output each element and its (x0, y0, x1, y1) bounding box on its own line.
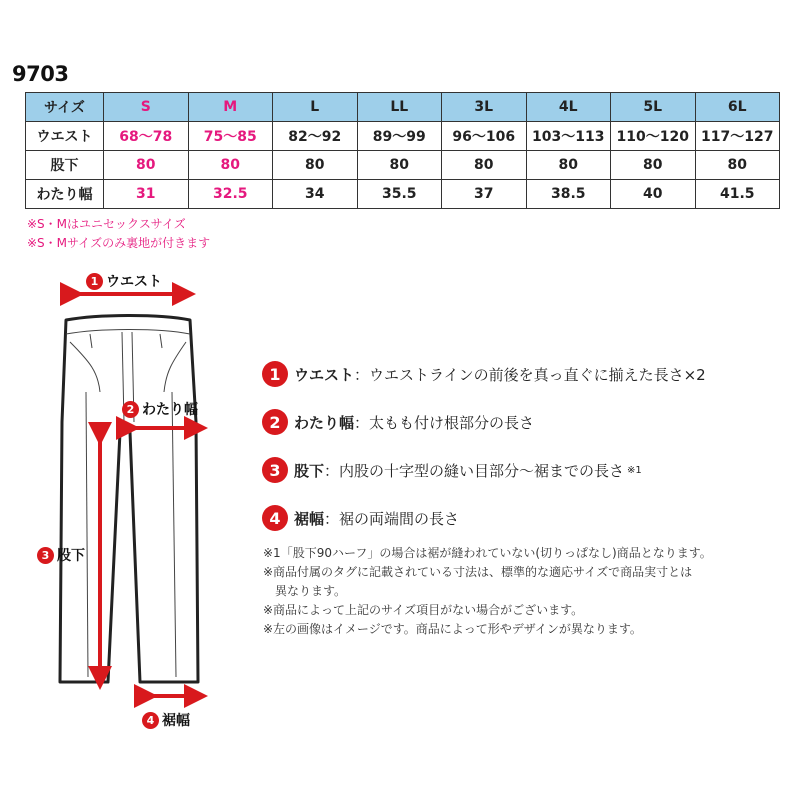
number-badge: 4 (142, 712, 159, 729)
legend-term: 股下 (294, 461, 325, 480)
table-cell: 34 (273, 180, 358, 209)
footnote: ※商品付属のタグに記載されている寸法は、標準的な適応サイズで商品実寸とは (263, 565, 693, 579)
number-badge: 2 (262, 409, 288, 435)
header-cell: S (104, 93, 189, 122)
table-row (26, 122, 780, 151)
table-cell: 68〜78 (104, 122, 189, 151)
header-cell: サイズ (26, 93, 104, 122)
header-cell: LL (357, 93, 442, 122)
header-cell: 3L (442, 93, 527, 122)
pants-outline (60, 316, 198, 683)
table-cell: 103〜113 (526, 122, 611, 151)
row-label: ウエスト (26, 122, 104, 151)
legend-footnote-ref: ※1 (627, 464, 642, 476)
inseam-label (37, 545, 85, 565)
size-notes (27, 215, 210, 253)
row-label: わたり幅 (26, 180, 104, 209)
inseam-label-text: 股下 (57, 548, 85, 564)
table-cell: 80 (611, 151, 696, 180)
legend-item-inseam (262, 456, 706, 484)
legend-term: ウエスト (294, 365, 355, 384)
number-badge: 4 (262, 505, 288, 531)
table-row (26, 151, 780, 180)
footnote: ※商品によって上記のサイズ項目がない場合がございます。 (263, 603, 584, 617)
legend-desc: ：太もも付け根部分の長さ (354, 413, 535, 432)
size-table (25, 92, 780, 209)
table-row (26, 180, 780, 209)
hem-label (142, 710, 190, 730)
table-cell: 89〜99 (357, 122, 442, 151)
legend-desc: ：内股の十字型の縫い目部分〜裾までの長さ (324, 461, 625, 480)
table-cell: 82〜92 (273, 122, 358, 151)
note-unisex: ※S・Mはユニセックスサイズ (27, 217, 186, 231)
footnote: ※左の画像はイメージです。商品によって形やデザインが異なります。 (263, 622, 642, 636)
legend-term: わたり幅 (294, 413, 355, 432)
number-badge: 3 (262, 457, 288, 483)
header-cell: 4L (526, 93, 611, 122)
legend-item-thigh (262, 408, 706, 436)
number-badge: 3 (37, 547, 54, 564)
row-label: 股下 (26, 151, 104, 180)
table-cell: 80 (357, 151, 442, 180)
thigh-label (122, 399, 198, 419)
header-cell: L (273, 93, 358, 122)
table-cell: 80 (526, 151, 611, 180)
table-cell: 37 (442, 180, 527, 209)
table-cell: 75〜85 (188, 122, 273, 151)
hem-label-text: 裾幅 (162, 713, 190, 729)
waist-label (86, 271, 162, 291)
measurement-legend (262, 360, 706, 552)
legend-term: 裾幅 (294, 509, 325, 528)
footnote: ※1「股下90ハーフ」の場合は裾が縫われていない(切りっぱなし)商品となります。 (263, 546, 712, 560)
table-cell: 40 (611, 180, 696, 209)
table-cell: 110〜120 (611, 122, 696, 151)
table-cell: 80 (104, 151, 189, 180)
footnotes (263, 544, 712, 639)
thigh-label-text: わたり幅 (142, 402, 198, 418)
table-cell: 80 (273, 151, 358, 180)
table-cell: 35.5 (357, 180, 442, 209)
note-lining: ※S・Mサイズのみ裏地が付きます (27, 236, 211, 250)
pants-diagram (0, 262, 260, 732)
table-cell: 38.5 (526, 180, 611, 209)
table-cell: 80 (695, 151, 780, 180)
waist-label-text: ウエスト (106, 274, 162, 290)
number-badge: 1 (262, 361, 288, 387)
table-cell: 80 (188, 151, 273, 180)
table-header-row (26, 93, 780, 122)
number-badge: 1 (86, 273, 103, 290)
header-cell: 6L (695, 93, 780, 122)
number-badge: 2 (122, 401, 139, 418)
legend-desc: ：ウエストラインの前後を真っ直ぐに揃えた長さ×2 (354, 365, 706, 384)
table-cell: 80 (442, 151, 527, 180)
table-cell: 41.5 (695, 180, 780, 209)
footnote: 異なります。 (275, 584, 347, 598)
table-cell: 96〜106 (442, 122, 527, 151)
table-cell: 117〜127 (695, 122, 780, 151)
legend-item-waist (262, 360, 706, 388)
header-cell: 5L (611, 93, 696, 122)
table-cell: 32.5 (188, 180, 273, 209)
table-cell: 31 (104, 180, 189, 209)
header-cell: M (188, 93, 273, 122)
product-code: 9703 (12, 62, 69, 86)
legend-item-hem (262, 504, 706, 532)
legend-desc: ：裾の両端間の長さ (324, 509, 460, 528)
